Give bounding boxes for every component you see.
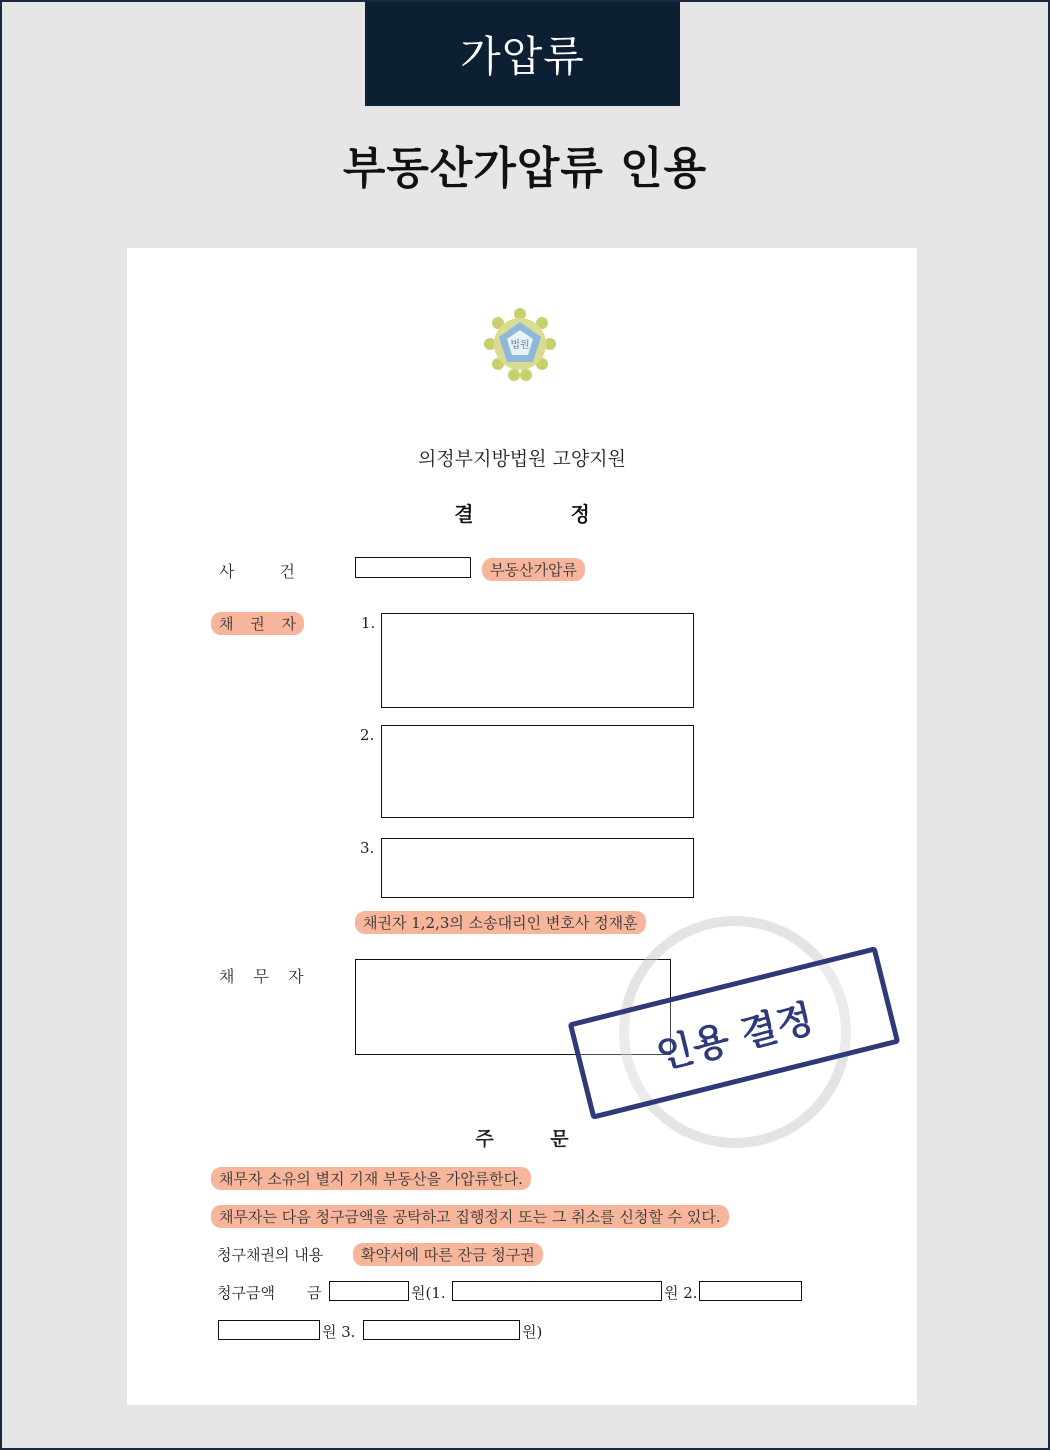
amount-unit: 금: [307, 1284, 322, 1302]
court-document: [127, 248, 917, 1405]
amount-2-cont-redacted: [218, 1320, 320, 1340]
debtor-label: 채 무 자: [219, 967, 304, 986]
total-amount-redacted: [329, 1281, 409, 1301]
svg-text:법원: 법원: [510, 340, 530, 351]
creditor-number: 1.: [361, 614, 376, 632]
creditor-box-redacted: [381, 613, 694, 708]
case-label: 사 건: [219, 562, 295, 581]
document-title: 결 정: [454, 502, 590, 526]
won-open-1: 원(1.: [411, 1284, 446, 1302]
order-line-2: 채무자는 다음 청구금액을 공탁하고 집행정지 또는 그 취소를 신청할 수 있다.: [211, 1205, 729, 1228]
agent-note: 채권자 1,2,3의 소송대리인 변호사 정재훈: [355, 911, 646, 934]
creditor-number: 2.: [360, 726, 375, 744]
creditor-box-redacted: [381, 838, 694, 898]
won-close: 원): [522, 1323, 543, 1341]
creditor-label: 채 권 자: [211, 612, 304, 635]
approval-stamp: 인용 결정: [568, 946, 901, 1120]
creditor-number: 3.: [360, 839, 375, 857]
won-3: 원 3.: [322, 1323, 356, 1341]
creditor-box-redacted: [381, 725, 694, 818]
case-number-redacted: [355, 557, 471, 578]
won-2: 원 2.: [664, 1284, 698, 1302]
amount-1-redacted: [452, 1281, 662, 1301]
court-name: 의정부지방법원 고양지원: [418, 448, 626, 470]
claim-content: 확약서에 따른 잔금 청구권: [353, 1243, 543, 1266]
page-heading: 부동산가압류 인용: [342, 143, 708, 194]
amount-label: 청구금액: [217, 1284, 275, 1302]
amount-2-redacted: [699, 1281, 802, 1301]
order-title: 주 문: [475, 1128, 569, 1150]
order-line-1: 채무자 소유의 별지 기재 부동산을 가압류한다.: [211, 1167, 531, 1190]
case-type: 부동산가압류: [482, 558, 585, 581]
amount-3-redacted: [363, 1320, 520, 1340]
court-emblem-icon: [482, 306, 558, 382]
claim-label: 청구채권의 내용: [217, 1246, 324, 1264]
category-tag: 가압류: [365, 2, 680, 106]
